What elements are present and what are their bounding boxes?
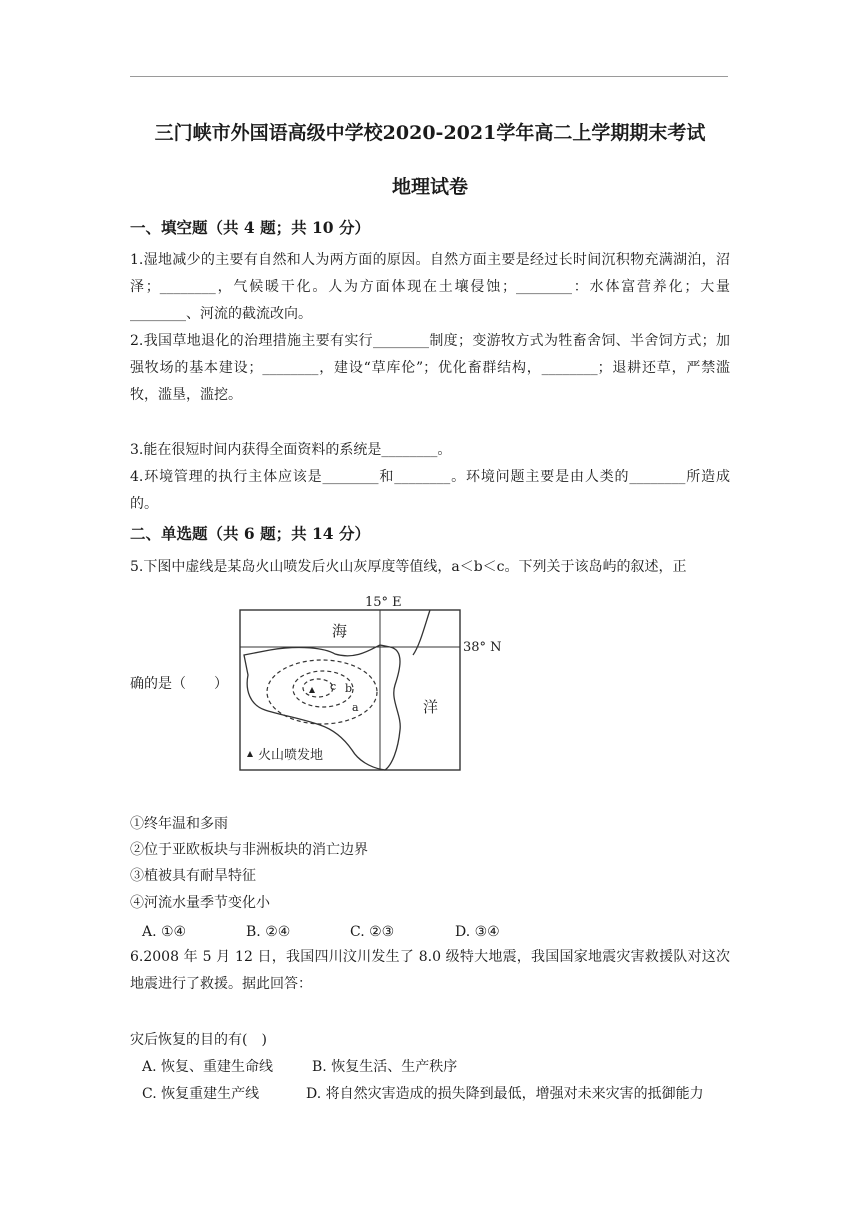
question-6-stem: 6.2008 年 5 月 12 日，我国四川汶川发生了 8.0 级特大地震，我国国家地震灾害救援队对这次地震进行了救援。据此回答： <box>130 949 730 992</box>
q5-item-3: ③植被具有耐旱特征 <box>130 868 256 884</box>
header-rule <box>130 76 728 77</box>
contour-c <box>303 679 333 697</box>
contour-a-label: a <box>352 701 359 714</box>
q6-option-c: C. 恢复重建生产线 <box>142 1086 260 1102</box>
question-3: 3.能在很短时间内获得全面资料的系统是________。 <box>130 442 452 458</box>
question-6-sub: 灾后恢复的目的有( ) <box>130 1032 267 1048</box>
question-2: 2.我国草地退化的治理措施主要有实行________制度；变游牧方式为牲畜舍饲、半舍饲方式；加强牧场的基本建设；________，建设“草库伦”；优化畜群结构，________；退耕还草，严禁滥牧，滥垦，滥挖。 <box>130 333 730 403</box>
q5-option-d: D. ③④ <box>455 924 500 940</box>
q5-item-1: ①终年温和多雨 <box>130 816 228 832</box>
q5-option-a: A. ①④ <box>142 924 187 940</box>
question-5-stem-continued: 确的是（ ） <box>130 676 228 692</box>
q6-option-b: B. 恢复生活、生产秩序 <box>312 1059 458 1075</box>
q5-option-b: B. ②④ <box>246 924 291 940</box>
question-5-stem: 5.下图中虚线是某岛火山喷发后火山灰厚度等值线，a＜b＜c。下列关于该岛屿的叙述，正 <box>130 559 687 575</box>
longitude-label: 15° E <box>365 595 402 610</box>
q6-option-a: A. 恢复、重建生命线 <box>142 1059 274 1075</box>
contour-b <box>293 671 353 707</box>
question-1: 1.湿地减少的主要有自然和人为两方面的原因。自然方面主要是经过长时间沉积物充满湖泊，沼泽；________，气候暖干化。人为方面体现在土壤侵蚀；________：水体富营养化；大量________、河流的截流改向。 <box>130 252 730 322</box>
q6-option-d: D. 将自然灾害造成的损失降到最低，增强对未来灾害的抵御能力 <box>306 1086 704 1102</box>
volcano-icon <box>309 687 315 693</box>
legend-volcano-icon <box>247 751 253 757</box>
contour-b-label: b <box>345 682 353 695</box>
section-single-choice-heading: 二、单选题（共 6 题；共 14 分） <box>130 524 370 543</box>
q5-item-4: ④河流水量季节变化小 <box>130 895 270 911</box>
ocean-label: 洋 <box>423 698 439 716</box>
question-4: 4.环境管理的执行主体应该是________和________。环境问题主要是由人类的________所造成的。 <box>130 469 730 512</box>
q5-option-c: C. ②③ <box>350 924 395 940</box>
exam-title: 三门峡市外国语高级中学校2020-2021学年高二上学期期末考试 <box>154 122 706 144</box>
legend-label: 火山喷发地 <box>258 748 324 763</box>
latitude-label: 38° N <box>463 640 502 655</box>
exam-subject-title: 地理试卷 <box>391 176 468 198</box>
mainland-coast <box>413 610 430 655</box>
section-fill-in-heading: 一、填空题（共 4 题；共 10 分） <box>130 218 370 237</box>
volcano-island-map <box>230 590 510 775</box>
sea-label: 海 <box>332 622 348 640</box>
contour-c-label: c <box>330 680 337 693</box>
q5-item-2: ②位于亚欧板块与非洲板块的消亡边界 <box>130 842 368 858</box>
